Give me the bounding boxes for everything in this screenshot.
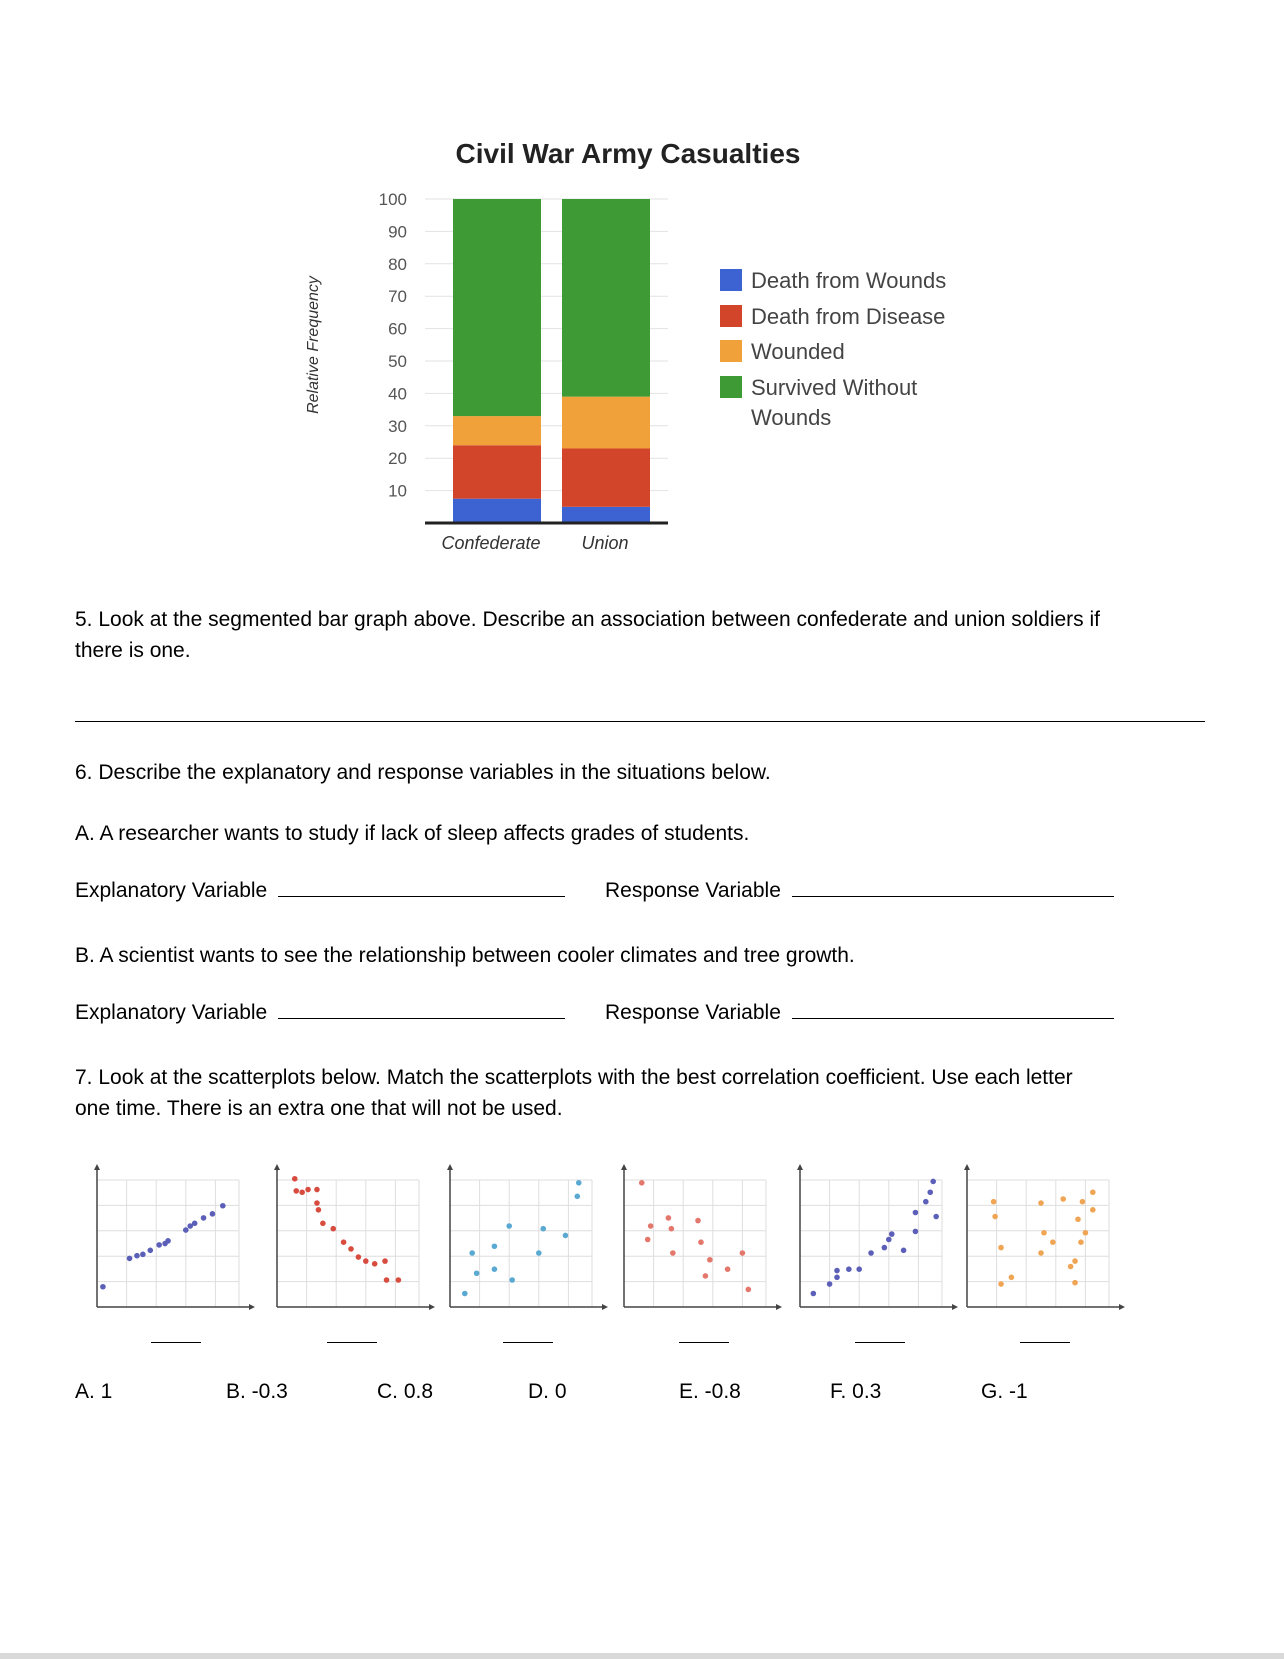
scatter-2-point xyxy=(348,1246,354,1252)
scatter-4-point xyxy=(740,1250,746,1256)
scatter-6-point xyxy=(992,1214,998,1220)
bar-confederate-death-from-wounds xyxy=(453,499,541,523)
scatter-5-point xyxy=(868,1250,874,1256)
scatter-2-point xyxy=(384,1277,390,1283)
bar-union-survived-without-wounds xyxy=(562,199,650,397)
question-7-line1: 7. Look at the scatterplots below. Match the scatterplots with the best correlation coefficient. Use each letter xyxy=(75,1066,1073,1089)
scatter-6-point xyxy=(1068,1264,1074,1270)
scatter-2-point xyxy=(320,1221,326,1227)
scatter-4-point xyxy=(698,1239,704,1245)
scatter-5-point xyxy=(882,1245,888,1251)
y-tick-label-10: 10 xyxy=(388,481,407,501)
scatter-4-point xyxy=(669,1226,675,1232)
scatter-answer-blank-4[interactable] xyxy=(679,1342,729,1343)
legend-swatch-death-wounds xyxy=(720,269,742,291)
scatter-5-point xyxy=(886,1237,892,1243)
scatter-4-point xyxy=(670,1250,676,1256)
scatter-1-point xyxy=(127,1256,133,1262)
scatter-6-point xyxy=(1072,1280,1078,1286)
scatter-4-point xyxy=(707,1257,713,1263)
category-label-confederate: Confederate xyxy=(441,533,541,553)
scatter-4-point xyxy=(746,1287,752,1293)
scatter-2-point xyxy=(372,1261,378,1267)
scatter-3-point xyxy=(563,1233,569,1239)
scatterplot-6 xyxy=(964,1164,1125,1310)
scatter-3-point xyxy=(509,1277,515,1283)
question-7-line2: one time. There is an extra one that will not be used. xyxy=(75,1097,563,1120)
scatter-3-point xyxy=(540,1226,546,1232)
scatter-5-point xyxy=(834,1268,840,1274)
chart-legend xyxy=(720,268,946,430)
scatter-4-point xyxy=(725,1266,731,1272)
scatter-2-point xyxy=(316,1207,322,1213)
scatterplot-2 xyxy=(274,1164,435,1310)
explanatory-blank-a[interactable] xyxy=(278,896,565,897)
response-blank-a[interactable] xyxy=(792,896,1114,897)
scatter-1-point xyxy=(156,1242,162,1248)
answer-line-q5[interactable] xyxy=(75,721,1205,722)
y-tick-label-40: 40 xyxy=(388,384,407,404)
scatter-5-point xyxy=(856,1266,862,1272)
explanatory-blank-b[interactable] xyxy=(278,1018,565,1019)
page-bottom-edge xyxy=(0,1653,1284,1659)
scatter-6-point xyxy=(1080,1199,1086,1205)
scatter-6-point xyxy=(1090,1207,1096,1213)
y-axis-label: Relative Frequency xyxy=(305,276,322,414)
legend-swatch-survived xyxy=(720,376,742,398)
legend-label-death-disease: Death from Disease xyxy=(751,304,946,329)
scatter-4-point xyxy=(645,1237,651,1243)
option-e: E. -0.8 xyxy=(679,1380,741,1403)
scatter-5-point xyxy=(930,1179,936,1185)
scatter-6-point xyxy=(998,1281,1004,1287)
scatter-answer-blank-2[interactable] xyxy=(327,1342,377,1343)
scatter-1-point xyxy=(210,1211,216,1217)
scatter-2-point xyxy=(382,1258,388,1264)
scatterplot-4 xyxy=(621,1164,782,1310)
scatter-3-point xyxy=(462,1291,468,1297)
option-b: B. -0.3 xyxy=(226,1380,288,1403)
scatter-3-point xyxy=(492,1266,498,1272)
scatter-4-point xyxy=(639,1180,645,1186)
scatter-1-point xyxy=(134,1253,140,1259)
scatter-1-point xyxy=(192,1221,198,1227)
scatter-4-point xyxy=(703,1273,709,1279)
row-6a-response xyxy=(605,879,1114,903)
casualties-chart xyxy=(0,0,1284,580)
question-5-line1: 5. Look at the segmented bar graph above. Describe an association between confederate and union soldiers if xyxy=(75,608,1101,631)
legend-label-survived-line2: Wounds xyxy=(751,405,832,430)
scatter-5-point xyxy=(913,1229,919,1235)
scatterplots xyxy=(0,1150,1284,1330)
scatter-answer-blank-1[interactable] xyxy=(151,1342,201,1343)
scatter-2-point xyxy=(396,1277,402,1283)
explanatory-label-a: Explanatory Variable xyxy=(75,879,268,902)
bar-union-wounded xyxy=(562,397,650,449)
scatter-2-point xyxy=(356,1254,362,1260)
scatter-1-point xyxy=(201,1215,207,1221)
bar-confederate-death-from-disease xyxy=(453,445,541,498)
y-tick-label-100: 100 xyxy=(378,190,407,209)
scatter-6-point xyxy=(1090,1189,1096,1195)
scatter-5-point xyxy=(827,1281,833,1287)
scatter-4-point xyxy=(666,1215,672,1221)
question-5-line2: there is one. xyxy=(75,639,191,662)
scatter-2-point xyxy=(292,1176,298,1182)
legend-swatch-death-disease xyxy=(720,305,742,327)
scatter-5-point xyxy=(933,1214,939,1220)
question-6a: A. A researcher wants to study if lack of sleep affects grades of students. xyxy=(75,822,750,845)
scatter-2-point xyxy=(341,1239,347,1245)
scatter-2-point xyxy=(363,1258,369,1264)
scatter-6-point xyxy=(1083,1230,1089,1236)
scatter-6-point xyxy=(998,1245,1004,1251)
option-c: C. 0.8 xyxy=(377,1380,434,1403)
response-label-b: Response Variable xyxy=(605,1001,781,1024)
scatter-5-point xyxy=(913,1210,919,1216)
scatter-6-point xyxy=(1038,1200,1044,1206)
scatterplot-3 xyxy=(447,1164,608,1310)
scatter-2-point xyxy=(314,1187,320,1193)
scatter-5-point xyxy=(889,1231,895,1237)
category-label-union: Union xyxy=(581,533,629,553)
scatter-2-point xyxy=(299,1189,305,1195)
scatter-1-point xyxy=(183,1227,189,1233)
scatter-6-point xyxy=(1009,1275,1015,1281)
explanatory-label-b: Explanatory Variable xyxy=(75,1001,268,1024)
scatter-5-point xyxy=(834,1275,840,1281)
bar-confederate-wounded xyxy=(453,416,541,445)
scatter-2-point xyxy=(293,1188,299,1194)
option-a: A. 1 xyxy=(75,1380,113,1403)
bar-union-death-from-wounds xyxy=(562,507,650,523)
scatter-1-point xyxy=(165,1238,171,1244)
scatterplot-5 xyxy=(797,1164,958,1310)
option-g: G. -1 xyxy=(981,1380,1028,1403)
scatter-6-point xyxy=(1060,1196,1066,1202)
scatter-5-point xyxy=(846,1266,852,1272)
response-label-a: Response Variable xyxy=(605,879,781,902)
scatter-3-point xyxy=(469,1250,475,1256)
scatter-5-point xyxy=(811,1291,817,1297)
scatter-4-point xyxy=(648,1223,654,1229)
scatter-6-point xyxy=(1078,1239,1084,1245)
y-tick-label-60: 60 xyxy=(388,319,407,339)
legend-label-death-wounds: Death from Wounds xyxy=(751,268,947,293)
option-f: F. 0.3 xyxy=(830,1380,882,1403)
scatter-6-point xyxy=(1050,1239,1056,1245)
scatter-1-point xyxy=(147,1248,153,1254)
row-6a-variables xyxy=(75,879,565,903)
bar-confederate-survived-without-wounds xyxy=(453,199,541,416)
scatter-1-point xyxy=(220,1203,226,1209)
legend-label-survived-line1: Survived Without xyxy=(751,375,918,400)
scatter-answer-blank-6[interactable] xyxy=(1020,1342,1070,1343)
question-6b: B. A scientist wants to see the relationship between cooler climates and tree growth. xyxy=(75,944,855,967)
scatter-6-point xyxy=(1038,1250,1044,1256)
y-tick-label-50: 50 xyxy=(388,352,407,371)
y-tick-label-20: 20 xyxy=(388,449,407,469)
scatter-6-point xyxy=(1075,1216,1081,1222)
legend-label-wounded: Wounded xyxy=(751,339,845,364)
legend-swatch-wounded xyxy=(720,340,742,362)
row-6b-response xyxy=(605,1001,1114,1025)
scatter-3-point xyxy=(536,1250,542,1256)
scatter-1-point xyxy=(100,1284,106,1290)
scatter-4-point xyxy=(695,1218,701,1224)
scatter-6-point xyxy=(991,1199,997,1205)
scatter-6-point xyxy=(1041,1230,1047,1236)
scatterplot-1 xyxy=(94,1164,255,1310)
scatter-5-point xyxy=(927,1189,933,1195)
option-d: D. 0 xyxy=(528,1380,567,1403)
scatter-5-point xyxy=(923,1199,929,1205)
scatter-2-point xyxy=(330,1226,336,1232)
scatter-3-point xyxy=(474,1270,480,1276)
scatter-2-point xyxy=(314,1200,320,1206)
scatter-1-point xyxy=(140,1252,146,1258)
scatter-3-point xyxy=(506,1223,512,1229)
scatter-3-point xyxy=(576,1180,582,1186)
y-tick-label-90: 90 xyxy=(388,222,407,242)
y-tick-label-80: 80 xyxy=(388,254,407,274)
scatter-6-point xyxy=(1072,1258,1078,1264)
scatter-3-point xyxy=(574,1194,580,1200)
scatter-3-point xyxy=(492,1243,498,1249)
scatter-2-point xyxy=(305,1187,311,1193)
response-blank-b[interactable] xyxy=(792,1018,1114,1019)
scatter-answer-blank-5[interactable] xyxy=(855,1342,905,1343)
y-tick-label-70: 70 xyxy=(388,287,407,307)
bar-union-death-from-disease xyxy=(562,448,650,506)
scatter-5-point xyxy=(901,1248,907,1254)
scatter-answer-blank-3[interactable] xyxy=(503,1342,553,1343)
row-6b-variables xyxy=(75,1001,565,1025)
chart-title: Civil War Army Casualties xyxy=(455,138,801,169)
y-tick-label-30: 30 xyxy=(388,416,407,436)
question-6: 6. Describe the explanatory and response variables in the situations below. xyxy=(75,761,771,784)
